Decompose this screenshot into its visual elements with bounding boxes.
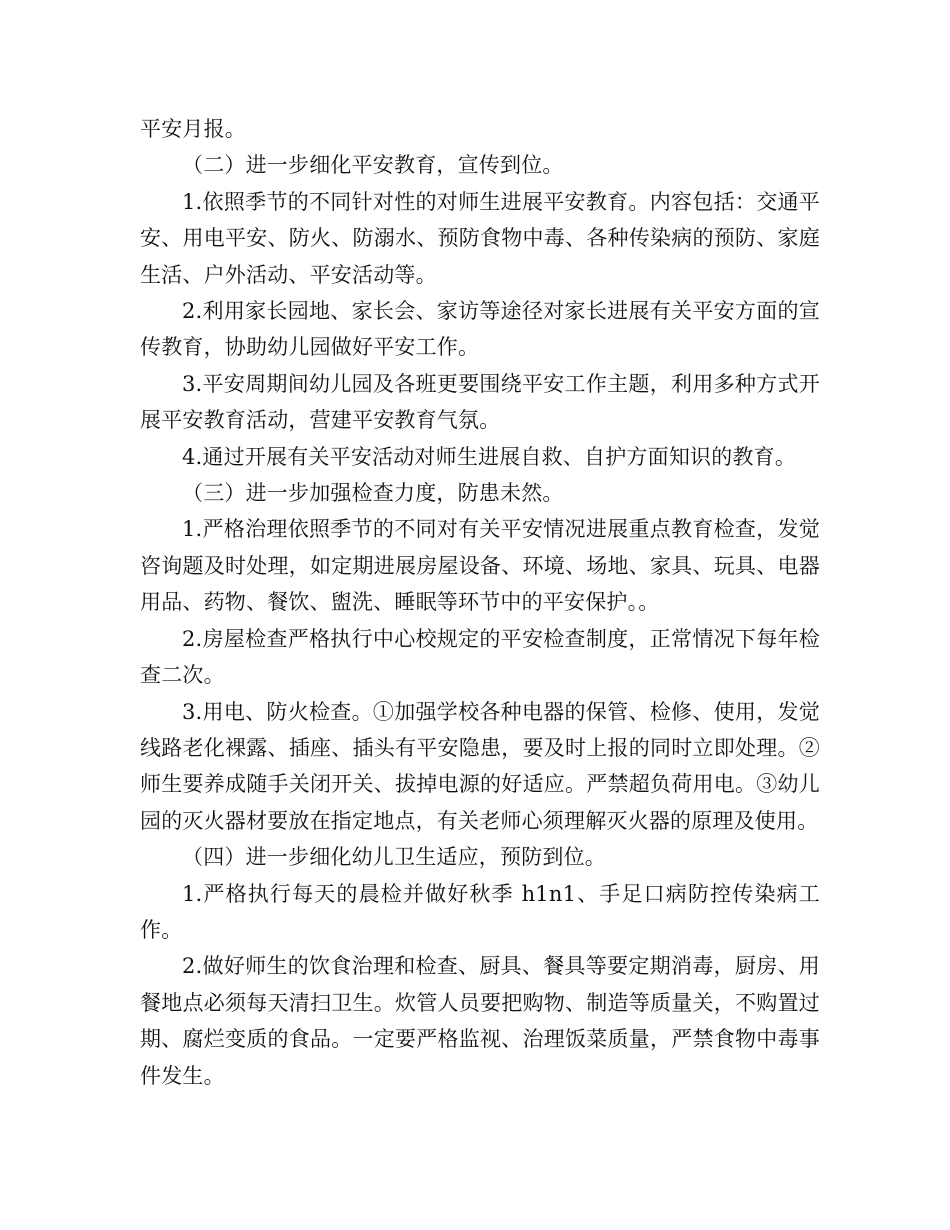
paragraph-continuation: 平安月报。 <box>140 117 246 141</box>
paragraph-item-2-4: 4.通过开展有关平安活动对师生进展自救、自护方面知识的教育。 <box>182 444 797 469</box>
document-body <box>140 111 820 1094</box>
paragraph-item-2-3: 3.平安周期间幼儿园及各班更要围绕平安工作主题，利用多种方式开展平安教育活动，营建平安教育气氛。 <box>140 371 820 433</box>
paragraph-item-3-1: 1.严格治理依照季节的不同对有关平安情况进展重点教育检查，发觉咨询题及时处理，如定期进展房屋设备、环境、场地、家具、玩具、电器用品、药物、餐饮、盥洗、睡眠等环节中的平安保护。。 <box>140 517 820 615</box>
section-heading-3: （三）进一步加强检查力度，防患未然。 <box>182 481 564 506</box>
paragraph-item-4-1: 1.严格执行每天的晨检并做好秋季 h1n1、手足口病防控传染病工作。 <box>140 881 820 942</box>
section-heading-2: （二）进一步细化平安教育，宣传到位。 <box>182 153 564 178</box>
paragraph-item-3-3: 3.用电、防火检查。①加强学校各种电器的保管、检修、使用，发觉线路老化裸露、插座、插头有平安隐患，要及时上报的同时立即处理。②师生要养成随手关闭开关、拔掉电源的好适应。严禁超负荷用电。③幼儿园的灭火器材要放在指定地点，有关老师心须理解灭火器的原理及使用。 <box>140 699 820 833</box>
paragraph-item-3-2: 2.房屋检查严格执行中心校规定的平安检查制度，正常情况下每年检查二次。 <box>140 626 820 688</box>
paragraph-item-2-2: 2.利用家长园地、家长会、家访等途径对家长进展有关平安方面的宣传教育，协助幼儿园做好平安工作。 <box>140 299 820 360</box>
paragraph-item-2-1: 1.依照季节的不同针对性的对师生进展平安教育。内容包括：交通平安、用电平安、防火、防溺水、预防食物中毒、各种传染病的预防、家庭生活、户外活动、平安活动等。 <box>140 189 820 287</box>
paragraph-item-4-2: 2.做好师生的饮食治理和检查、厨具、餐具等要定期消毒，厨房、用餐地点必须每天清扫卫生。炊管人员要把购物、制造等质量关，不购置过期、腐烂变质的食品。一定要严格监视、治理饭菜质量，严禁食物中毒事件发生。 <box>140 954 820 1088</box>
section-heading-4: （四）进一步细化幼儿卫生适应，预防到位。 <box>182 845 606 870</box>
